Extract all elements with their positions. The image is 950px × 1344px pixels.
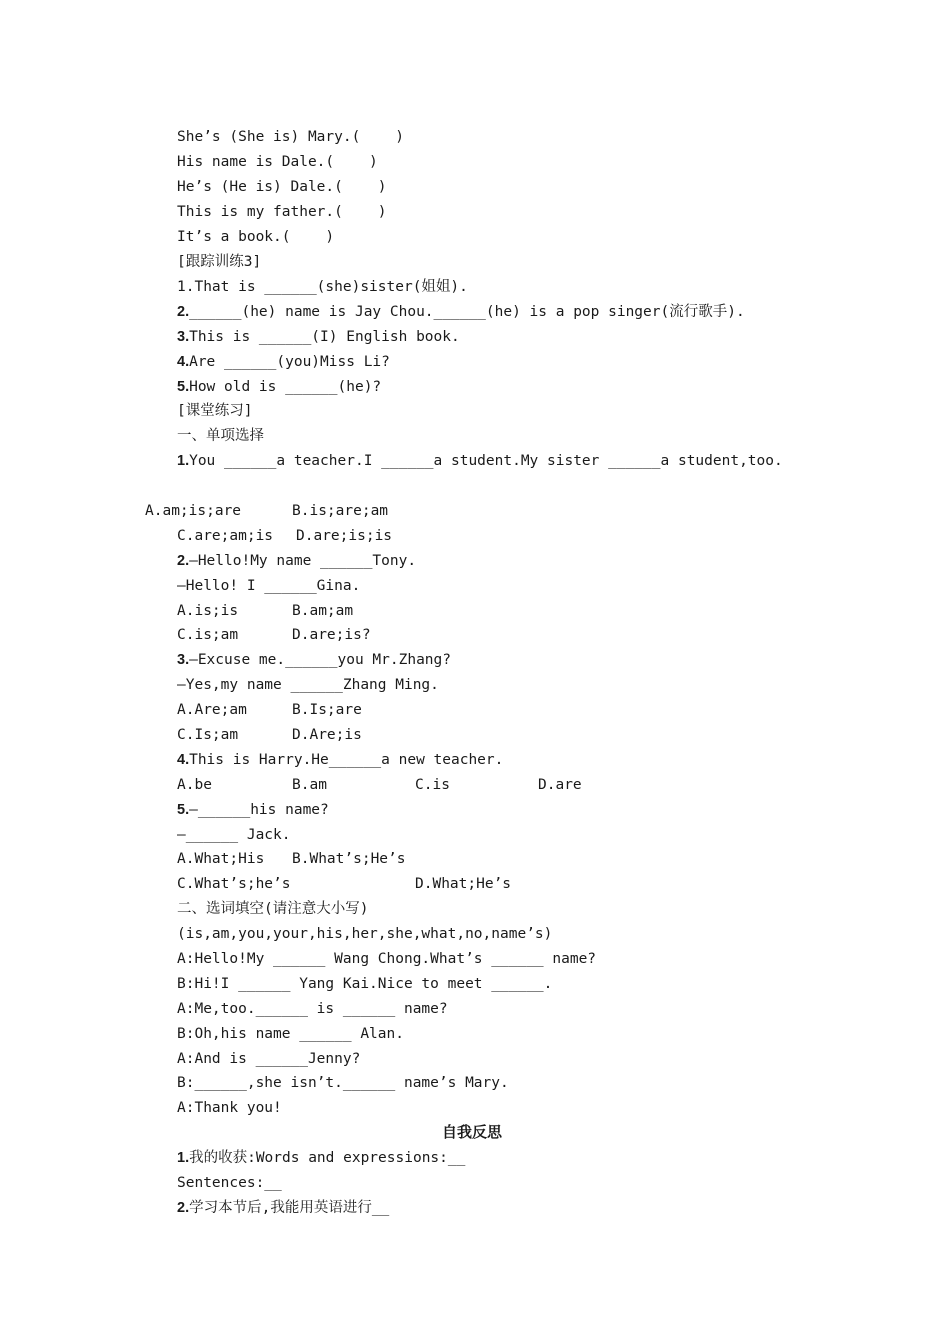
dialogue-line: B:Oh,his name ______ Alan.	[177, 1026, 404, 1042]
question-3-reply: —Yes,my name ______Zhang Ming.	[177, 677, 439, 693]
dialogue-line: A:Hello!My ______ Wang Chong.What’s ______ name?	[177, 951, 597, 967]
tracking-item-3	[177, 328, 460, 346]
q4-option-d: D.are	[538, 777, 582, 793]
section-heading-classroom-practice: [课堂练习]	[177, 403, 253, 419]
q5-option-d: D.What;He’s	[415, 876, 512, 892]
q2-option-d: D.are;is?	[292, 627, 371, 643]
reflection-title: 自我反思	[442, 1124, 503, 1141]
item-number: 2.	[177, 304, 190, 320]
q3-option-b: B.Is;are	[292, 702, 362, 718]
item-text: —Excuse me.______you Mr.Zhang?	[189, 652, 451, 668]
q5-option-b: B.What’s;He’s	[292, 851, 406, 867]
section-heading-tracking-3: [跟踪训练3]	[177, 254, 262, 270]
item-text: You ______a teacher.I ______a student.My sister ______a student,too.	[189, 453, 783, 469]
q3-option-c: C.Is;am	[177, 727, 239, 743]
part-two-title: 二、选词填空(请注意大小写)	[177, 901, 369, 917]
tracking-item-2	[177, 303, 745, 321]
item-text: 学习本节后,我能用英语进行__	[189, 1200, 390, 1216]
question-5	[177, 801, 329, 819]
item-number: 1.	[177, 1150, 190, 1166]
item-number: 4.	[177, 354, 190, 370]
item-text: This is Harry.He______a new teacher.	[189, 752, 504, 768]
q4-option-b: B.am	[292, 777, 327, 793]
question-5-reply: —______ Jack.	[177, 827, 291, 843]
question-3	[177, 651, 451, 669]
dialogue-line: B:______,she isn’t.______ name’s Mary.	[177, 1075, 509, 1091]
example-line-1: She’s (She is) Mary.( )	[177, 129, 404, 145]
dialogue-line: A:Me,too.______ is ______ name?	[177, 1001, 448, 1017]
part-one-title: 一、单项选择	[177, 428, 264, 444]
word-bank: (is,am,you,your,his,her,she,what,no,name’s)	[177, 926, 553, 942]
item-text: How old is ______(he)?	[189, 379, 382, 395]
item-number: 4.	[177, 752, 190, 768]
dialogue-line: A:Thank you!	[177, 1100, 282, 1116]
reflection-item-1	[177, 1149, 465, 1167]
item-text: This is ______(I) English book.	[189, 329, 460, 345]
item-number: 2.	[177, 553, 190, 569]
item-text: —______his name?	[189, 802, 329, 818]
q4-option-c: C.is	[415, 777, 450, 793]
item-text: 我的收获:Words and expressions:__	[189, 1150, 466, 1166]
question-2	[177, 552, 416, 570]
q2-option-a: A.is;is	[177, 603, 239, 619]
reflection-item-2	[177, 1199, 389, 1217]
q4-option-a: A.be	[177, 777, 212, 793]
q1-option-b: B.is;are;am	[292, 503, 389, 519]
question-2-reply: —Hello! I ______Gina.	[177, 578, 361, 594]
question-1	[177, 452, 783, 470]
item-number: 5.	[177, 379, 190, 395]
example-line-3: He’s (He is) Dale.( )	[177, 179, 387, 195]
item-number: 3.	[177, 329, 190, 345]
dialogue-line: B:Hi!I ______ Yang Kai.Nice to meet ______.	[177, 976, 553, 992]
q2-option-b: B.am;am	[292, 603, 354, 619]
tracking-item-4	[177, 353, 390, 371]
tracking-item-5	[177, 378, 381, 396]
q2-option-c: C.is;am	[177, 627, 239, 643]
q3-option-a: A.Are;am	[177, 702, 247, 718]
item-number: 2.	[177, 1200, 190, 1216]
q1-option-a: A.am;is;are	[145, 503, 242, 519]
q5-option-a: A.What;His	[177, 851, 265, 867]
question-4	[177, 751, 503, 769]
q1-option-d: D.are;is;is	[296, 528, 393, 544]
item-text: Are ______(you)Miss Li?	[189, 354, 390, 370]
reflection-sentences: Sentences:__	[177, 1175, 282, 1191]
example-line-4: This is my father.( )	[177, 204, 387, 220]
example-line-5: It’s a book.( )	[177, 229, 335, 245]
q3-option-d: D.Are;is	[292, 727, 362, 743]
example-line-2: His name is Dale.( )	[177, 154, 378, 170]
item-text: ______(he) name is Jay Chou.______(he) is a pop singer(流行歌手).	[189, 304, 745, 320]
item-number: 5.	[177, 802, 190, 818]
dialogue-line: A:And is ______Jenny?	[177, 1051, 361, 1067]
q1-option-c: C.are;am;is	[177, 528, 274, 544]
tracking-item-1: 1.That is ______(she)sister(姐姐).	[177, 279, 468, 295]
item-text: —Hello!My name ______Tony.	[189, 553, 417, 569]
item-number: 1.	[177, 453, 190, 469]
item-number: 3.	[177, 652, 190, 668]
q5-option-c: C.What’s;he’s	[177, 876, 291, 892]
